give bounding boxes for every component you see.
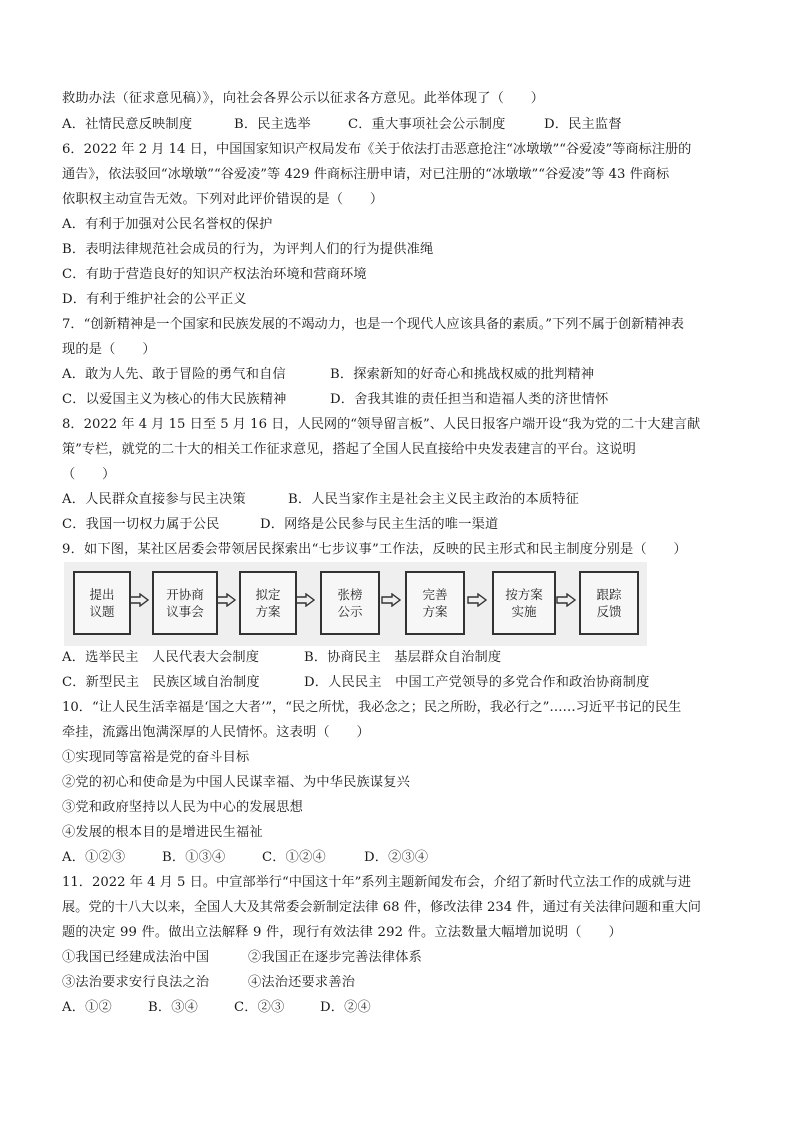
q11-items-row: [62, 974, 355, 992]
q11-option-a: A．①②: [62, 1000, 112, 1015]
q7-options-row: [62, 391, 609, 409]
q11-item-1: ①我国已经建成法治中国: [62, 950, 210, 965]
q11-stem-line: 题的决定 99 件。做出立法解释 9 件，现行有效法律 292 件。立法数量大幅增加说明（ ）: [62, 925, 622, 940]
q7-option-c: C．以爱国主义为核心的伟大民族精神: [62, 392, 287, 407]
q11-option-c: C．②③: [234, 1000, 285, 1015]
flow-step-3: 拟定 方案: [239, 571, 297, 635]
q9-option-b: B．协商民主 基层群众自治制度: [304, 650, 502, 665]
flow-arrow-icon: [216, 593, 236, 607]
q11-item-4: ④法治还要求善治: [248, 975, 356, 990]
q10-stem-line: 牵挂，流露出饱满深厚的人民情怀。这表明（ ）: [62, 725, 370, 740]
q10-item-3: ③党和政府坚持以人民为中心的发展思想: [62, 800, 303, 815]
q8-option-d: D．网络是公民参与民主生活的唯一渠道: [260, 517, 499, 532]
q8-options-row: [62, 516, 498, 534]
q10-option-b: B．①③④: [162, 850, 226, 865]
flow-step-5: 完善 方案: [405, 571, 465, 635]
q5-option-d: D．民主监督: [544, 117, 622, 132]
q6-option-b: B．表明法律规范社会成员的行为，为评判人们的行为提供准绳: [62, 242, 434, 257]
q11-item-3: ③法治要求安行良法之治: [62, 975, 210, 990]
q7-stem-line: 现的是（ ）: [62, 342, 156, 357]
q10-stem-line: 10．“让人民生活幸福是‘国之大者’”，“民之所忧，我必念之；民之所盼，我必行之”……习近平书记的民生: [62, 700, 682, 715]
q8-option-c: C．我国一切权力属于公民: [62, 517, 220, 532]
q10-options: [62, 849, 428, 867]
q11-items-row: [62, 949, 422, 967]
flow-arrow-icon: [381, 593, 401, 607]
q8-option-b: B．人民当家作主是社会主义民主政治的本质特征: [288, 492, 580, 507]
q11-option-b: B．③④: [148, 1000, 199, 1015]
flow-step-6: 按方案 实施: [492, 571, 556, 635]
q9-option-d: D．人民民主 中国工产党领导的多党合作和政治协商制度: [304, 675, 650, 690]
q10-option-d: D．②③④: [364, 850, 429, 865]
q9-stem: 9．如下图，某社区居委会带领居民探索出“七步议事”工作法，反映的民主形式和民主制度分别是（ ）: [62, 542, 687, 557]
flow-arrow-icon: [467, 593, 487, 607]
q9-option-a: A．选举民主 人民代表大会制度: [62, 650, 260, 665]
q7-stem-line: 7．“创新精神是一个国家和民族发展的不竭动力，也是一个现代人应该具备的素质。”下列不属于创新精神表: [62, 317, 684, 332]
q9-options-row: [62, 674, 649, 692]
q8-stem-line: （ ）: [62, 467, 116, 482]
q8-options-row: [62, 491, 579, 509]
q6-stem-line: 依职权主动宣告无效。下列对此评价错误的是（ ）: [62, 192, 384, 207]
q6-option-d: D．有利于维护社会的公平正义: [62, 292, 247, 307]
q6-option-a: A．有利于加强对公民名誉权的保护: [62, 217, 273, 232]
q7-option-a: A．敢为人先、敢于冒险的勇气和自信: [62, 367, 286, 382]
q5-options: [62, 116, 622, 134]
q11-item-2: ②我国正在逐步完善法律体系: [248, 950, 423, 965]
q10-option-c: C．①②④: [262, 850, 326, 865]
q6-stem-line: 6．2022 年 2 月 14 日，中国国家知识产权局发布《关于依法打击恶意抢注“冰墩墩”“谷爱凌”等商标注册的: [62, 142, 692, 157]
q7-options-row: [62, 366, 594, 384]
q11-stem-line: 11．2022 年 4 月 5 日。中宣部举行“中国这十年”系列主题新闻发布会，介绍了新时代立法工作的成就与进: [62, 875, 692, 890]
flow-step-7: 跟踪 反馈: [579, 571, 639, 635]
q7-option-b: B．探索新知的好奇心和挑战权威的批判精神: [330, 367, 595, 382]
q5-option-c: C．重大事项社会公示制度: [348, 117, 506, 132]
q10-item-4: ④发展的根本目的是增进民生福祉: [62, 825, 263, 840]
flow-arrow-icon: [556, 593, 576, 607]
q6-stem-line: 通告》，依法驳回“冰墩墩”“谷爱凌”等 429 件商标注册申请，对已注册的“冰墩墩”“谷爱凌”等 43 件商标: [62, 167, 670, 182]
q11-stem-line: 展。党的十八大以来，全国人大及其常委会新制定法律 68 件，修改法律 234 件，通过有关法律问题和重大问: [62, 900, 701, 915]
q10-item-2: ②党的初心和使命是为中国人民谋幸福、为中华民族谋复兴: [62, 775, 411, 790]
q6-option-c: C．有助于营造良好的知识产权法治环境和营商环境: [62, 267, 367, 282]
q5-option-b: B．民主选举: [234, 117, 311, 132]
q5-option-a: A．社情民意反映制度: [62, 117, 193, 132]
q8-option-a: A．人民群众直接参与民主决策: [62, 492, 246, 507]
q11-option-d: D．②④: [320, 1000, 371, 1015]
q10-item-1: ①实现同等富裕是党的奋斗目标: [62, 750, 250, 765]
q8-stem-line: 策”专栏，就党的二十大的相关工作征求意见，搭起了全国人民直接给中央发表建言的平台。这说明: [62, 442, 636, 457]
q5-stem: 救助办法（征求意见稿）》，向社会各界公示以征求各方意见。此举体现了（ ）: [62, 91, 545, 106]
q7-option-d: D．舍我其谁的责任担当和造福人类的济世情怀: [330, 392, 609, 407]
q9-options-row: [62, 649, 501, 667]
q8-stem-line: 8．2022 年 4 月 15 日至 5 月 16 日，人民网的“领导留言板”、人民日报客户端开设“我为党的二十大建言献: [62, 417, 701, 432]
flow-step-2: 开协商 议事会: [152, 571, 218, 635]
q10-option-a: A．①②③: [62, 850, 126, 865]
q11-options: [62, 999, 371, 1017]
flow-arrow-icon: [129, 593, 149, 607]
q9-option-c: C．新型民主 民族区域自治制度: [62, 675, 260, 690]
flow-arrow-icon: [295, 593, 315, 607]
flow-step-1: 提出 议题: [73, 571, 131, 635]
flow-step-4: 张榜 公示: [320, 571, 380, 635]
q9-flowchart: [64, 562, 647, 646]
